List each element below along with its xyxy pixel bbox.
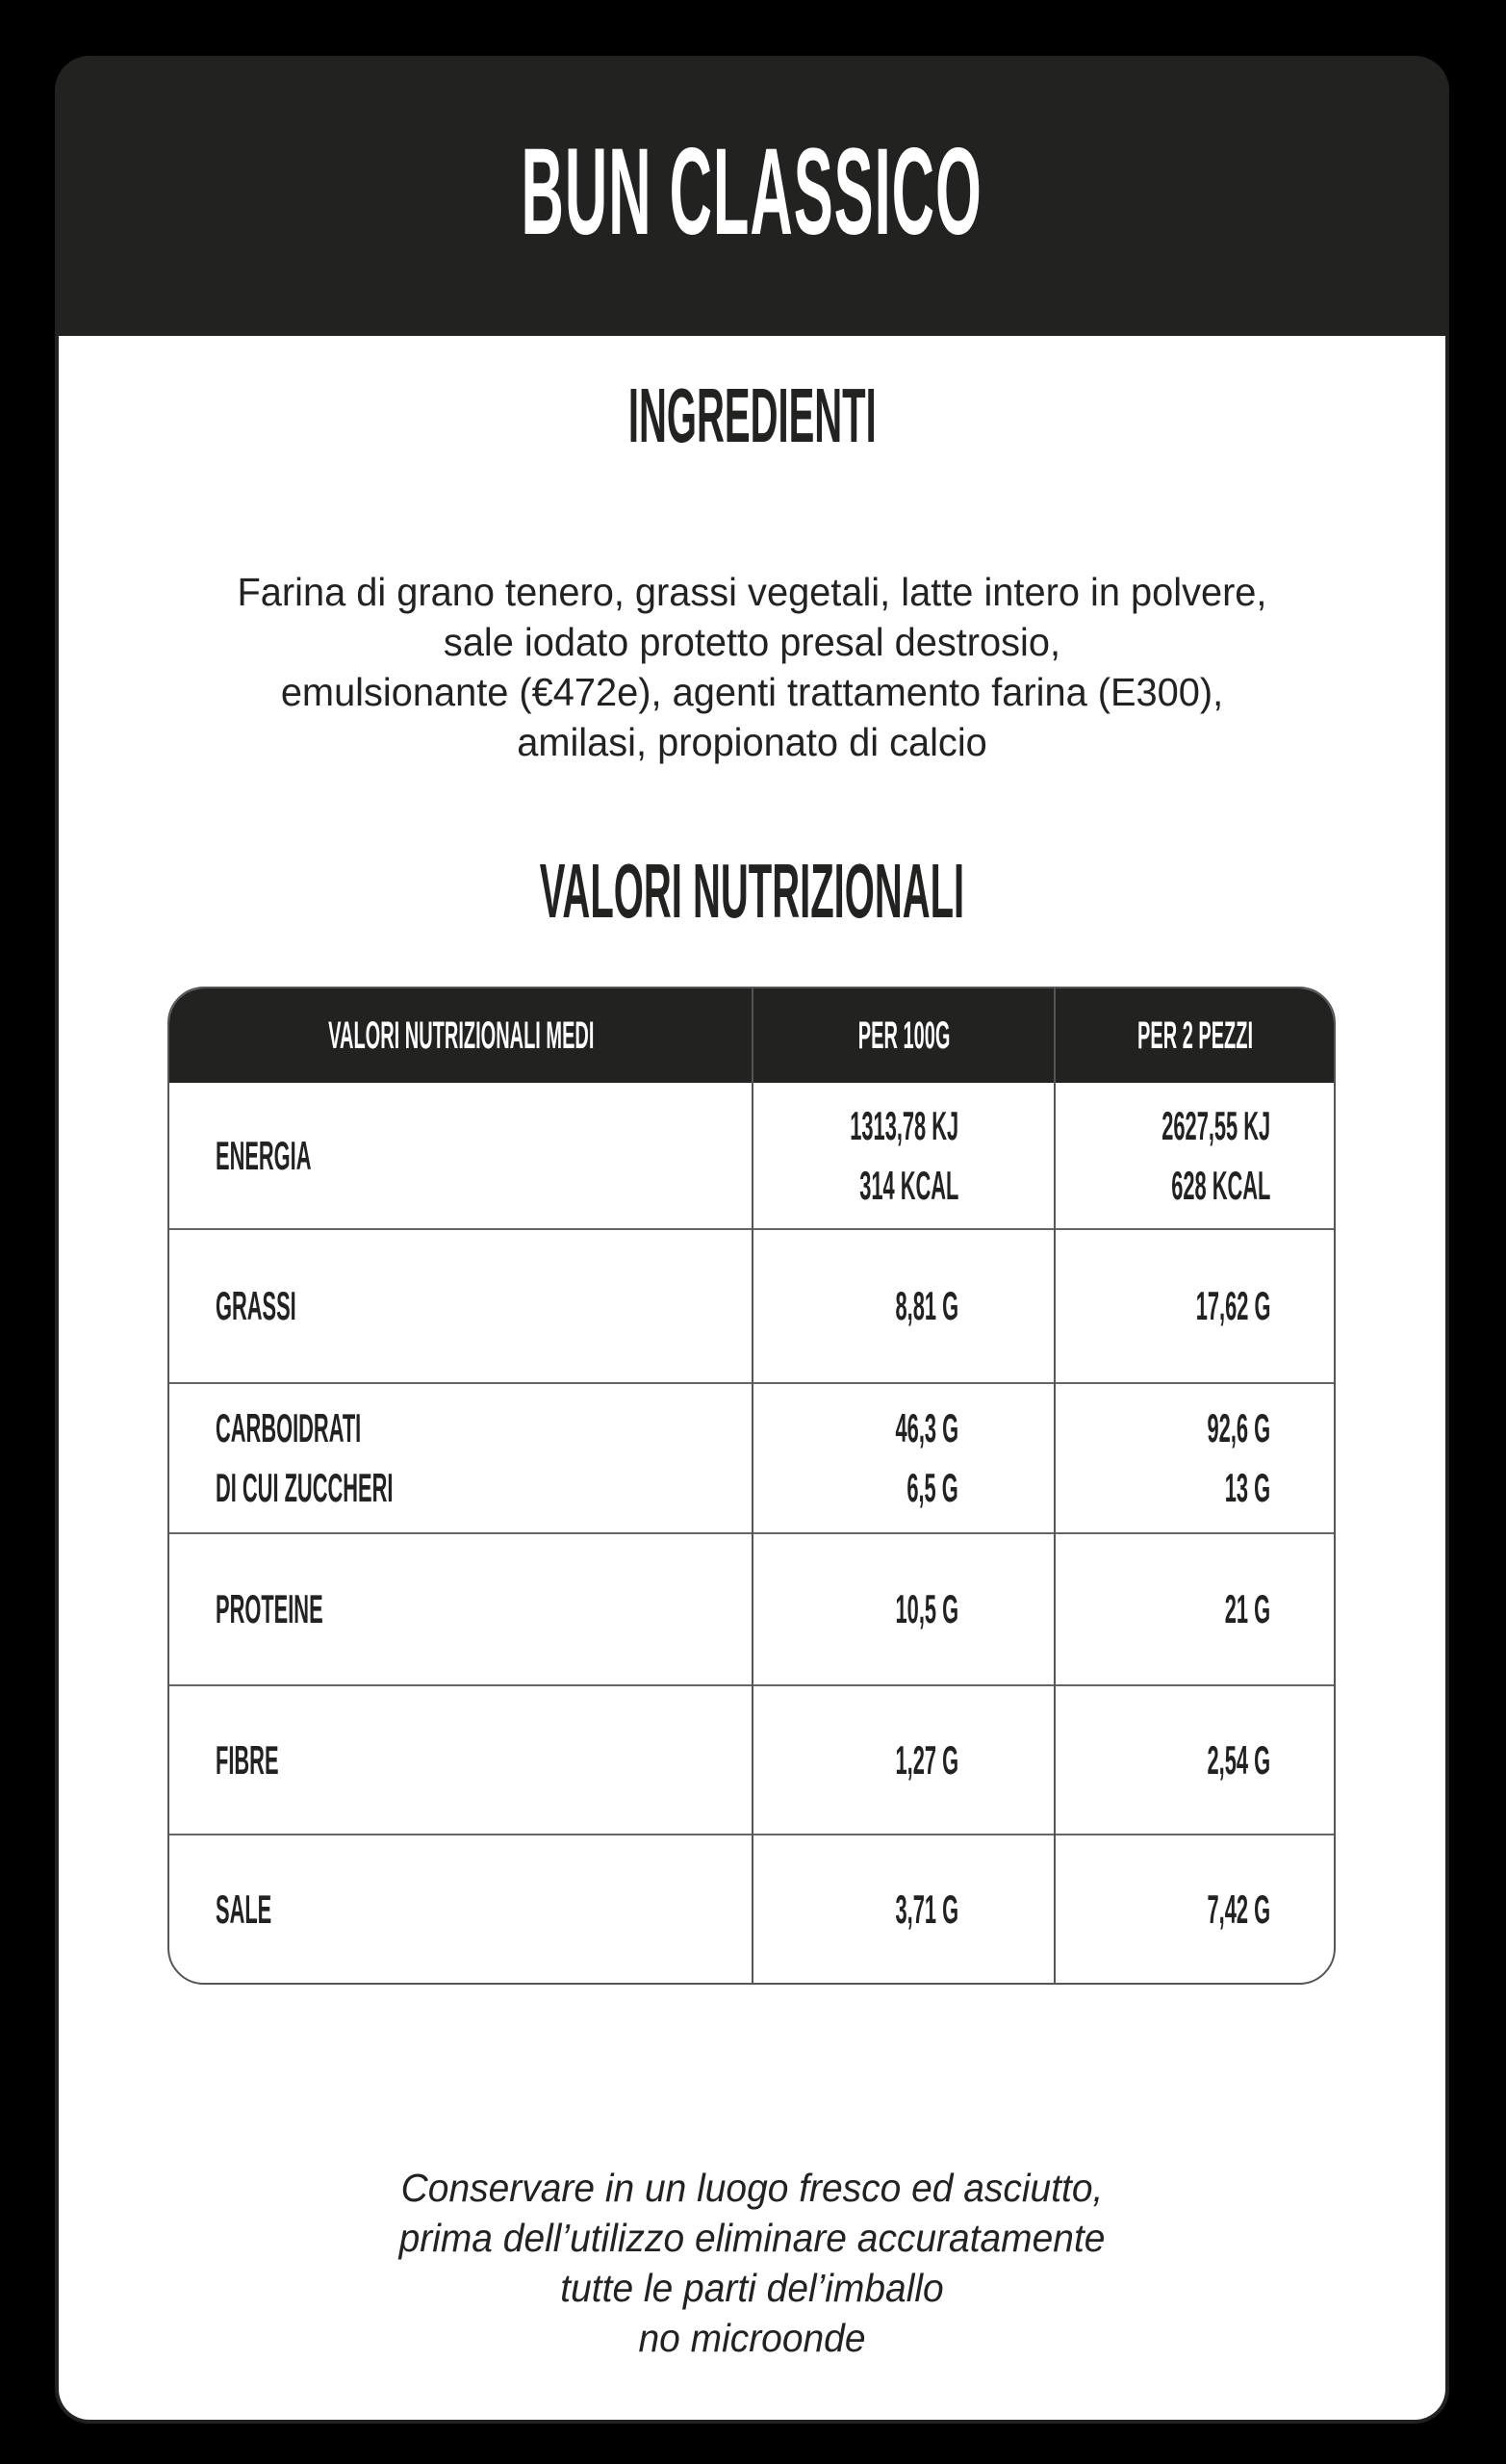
ingredients-heading: INGREDIENTI: [627, 372, 877, 458]
product-title: BUN CLASSICO: [521, 123, 983, 261]
value-per-100g: 8,81 G: [895, 1283, 958, 1328]
value-per-2-pezzi: 628 KCAL: [1170, 1162, 1270, 1208]
ingredients-line: Farina di grano tenero, grassi vegetali, latte intero in polvere,: [237, 570, 1267, 614]
product-label-card: [55, 56, 1449, 2424]
header-cell-per-100g: PER 100G: [858, 1014, 951, 1057]
storage-line: Conservare in un luogo fresco ed asciutto,: [400, 2166, 1104, 2210]
row-label: FIBRE: [216, 1736, 279, 1783]
ingredients-line: emulsionante (€472e), agenti trattamento farina (E300),: [280, 670, 1224, 714]
row-label: PROTEINE: [216, 1586, 323, 1631]
header-cell-nutrient: VALORI NUTRIZIONALI MEDI: [328, 1014, 595, 1057]
row-label: GRASSI: [216, 1283, 296, 1328]
nutrition-heading: VALORI NUTRIZIONALI: [539, 848, 965, 934]
storage-line: tutte le parti del’imballo: [560, 2266, 944, 2310]
nutrition-table: [167, 987, 1336, 1985]
value-per-100g: 3,71 G: [895, 1886, 958, 1932]
storage-line: no microonde: [638, 2316, 866, 2360]
row-label: CARBOIDRATI: [216, 1405, 362, 1450]
storage-line: prima dell’utilizzo eliminare accuratamente: [398, 2216, 1106, 2260]
value-per-2-pezzi: 17,62 G: [1195, 1283, 1270, 1328]
value-per-100g: 1313,78 KJ: [850, 1102, 958, 1148]
row-label: SALE: [216, 1886, 272, 1932]
value-per-2-pezzi: 92,6 G: [1207, 1405, 1270, 1450]
header-cell-per-2-pezzi: PER 2 PEZZI: [1137, 1014, 1254, 1057]
value-per-100g: 314 KCAL: [858, 1162, 958, 1208]
value-per-2-pezzi: 21 G: [1224, 1586, 1270, 1631]
row-sublabel: DI CUI ZUCCHERI: [216, 1465, 394, 1510]
ingredients-text: [80, 567, 1425, 767]
value-per-100g: 1,27 G: [895, 1736, 958, 1783]
ingredients-line: sale iodato protetto presal destrosio,: [443, 620, 1061, 664]
title-header: [55, 56, 1449, 336]
value-per-2-pezzi: 2627,55 KJ: [1161, 1102, 1270, 1148]
column-divider: [1054, 988, 1056, 1983]
storage-instructions: [59, 2163, 1445, 2363]
value-per-2-pezzi: 7,42 G: [1207, 1886, 1270, 1932]
value-per-100g: 10,5 G: [895, 1586, 958, 1631]
value-per-100g: 6,5 G: [906, 1465, 958, 1510]
value-per-100g: 46,3 G: [895, 1405, 958, 1450]
row-label: ENERGIA: [216, 1132, 312, 1178]
column-divider: [752, 988, 753, 1983]
value-per-2-pezzi: 2,54 G: [1207, 1736, 1270, 1783]
ingredients-line: amilasi, propionato di calcio: [517, 720, 987, 764]
label-body: [59, 336, 1445, 2420]
value-per-2-pezzi: 13 G: [1224, 1465, 1270, 1510]
